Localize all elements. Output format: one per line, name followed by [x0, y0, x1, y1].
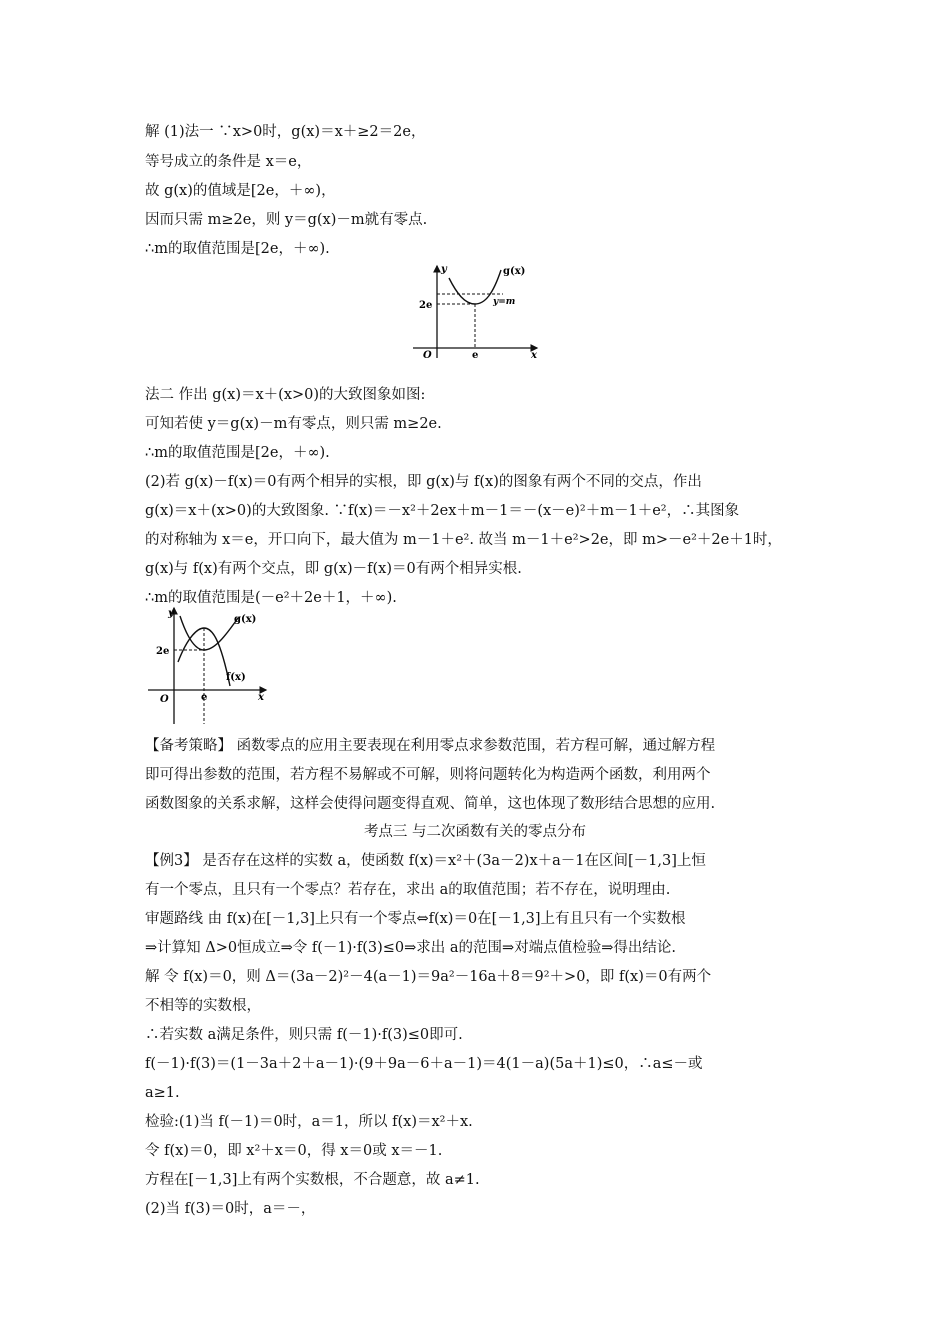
solve-line-2: 不相等的实数根，	[145, 998, 261, 1014]
check-line-4: (2)当 f(3)＝0时，a＝－，	[145, 1201, 316, 1217]
curve-label: g(x)	[503, 266, 526, 277]
part2-line-3: 的对称轴为 x＝e，开口向下，最大值为 m－1＋e². 故当 m－1＋e²>2e，即 m>－e²＋2e＋1时，	[145, 532, 782, 548]
x-tick-label: e	[201, 692, 208, 703]
method2-line-1: 法二 作出 g(x)＝x＋(x>0)的大致图象如图:	[145, 387, 426, 403]
part2-line-1: (2)若 g(x)－f(x)＝0有两个相异的实根，即 g(x)与 f(x)的图象有两个不同的交点，作出	[145, 474, 702, 490]
check-line-3: 方程在[－1,3]上有两个实数根，不合题意，故 a≠1.	[145, 1172, 480, 1188]
solution-line-4: 因而只需 m≥2e，则 y＝g(x)－m就有零点.	[145, 212, 428, 228]
g-curve	[180, 616, 238, 650]
section-title: 考点三 与二次函数有关的零点分布	[363, 824, 587, 840]
x-tick-label: e	[472, 350, 479, 361]
check-line-2: 令 f(x)＝0，即 x²＋x＝0，得 x＝0或 x＝－1.	[145, 1143, 443, 1159]
part2-line-5: ∴m的取值范围是(－e²＋2e＋1，＋∞).	[145, 590, 397, 606]
solution-line-2: 等号成立的条件是 x＝e，	[145, 154, 312, 170]
example-line-2: 有一个零点，且只有一个零点？若存在，求出 a的取值范围；若不存在，说明理由.	[145, 882, 671, 898]
method2-line-3: ∴m的取值范围是[2e，＋∞).	[145, 445, 330, 461]
x-axis-label: x	[531, 350, 537, 361]
figure-g-and-f	[142, 604, 272, 728]
route-line-1: 审题路线 由 f(x)在[－1,3]上只有一个零点⇔f(x)＝0在[－1,3]上有且只有一个实数根	[145, 911, 686, 927]
solve-line-5: a≥1.	[145, 1085, 180, 1101]
x-axis-label: x	[258, 692, 264, 703]
solution-line-1: 解 (1)法一 ∵x>0时，g(x)＝x＋≥2＝2e，	[145, 124, 426, 140]
origin-label: O	[423, 350, 432, 361]
strategy-line-1: 【备考策略】 函数零点的应用主要表现在利用零点求参数范围，若方程可解，通过解方程	[145, 738, 716, 754]
origin-label: O	[160, 694, 169, 705]
y-axis-label: y	[441, 264, 447, 275]
solve-line-4: f(－1)·f(3)＝(1－3a＋2＋a－1)·(9＋9a－6＋a－1)＝4(1－a)(5a＋1)≤0，∴a≤－或	[145, 1056, 703, 1072]
y-tick-label: 2e	[156, 646, 170, 657]
f-label: f(x)	[226, 672, 246, 683]
solve-line-1: 解 令 f(x)＝0，则 Δ＝(3a－2)²－4(a－1)＝9a²－16a＋8＝9²＋>0，即 f(x)＝0有两个	[145, 969, 712, 985]
solve-line-3: ∴若实数 a满足条件，则只需 f(－1)·f(3)≤0即可.	[145, 1027, 463, 1043]
y-tick-label: 2e	[419, 300, 433, 311]
solution-line-5: ∴m的取值范围是[2e，＋∞).	[145, 241, 330, 257]
solution-line-3: 故 g(x)的值域是[2e，＋∞)，	[145, 183, 336, 199]
part2-line-2: g(x)＝x＋(x>0)的大致图象. ∵f(x)＝－x²＋2ex＋m－1＝－(x－e)²＋m－1＋e²，∴其图象	[145, 503, 740, 519]
part2-line-4: g(x)与 f(x)有两个交点，即 g(x)－f(x)＝0有两个相异实根.	[145, 561, 522, 577]
method2-line-2: 可知若使 y＝g(x)－m有零点，则只需 m≥2e.	[145, 416, 442, 432]
f-curve	[178, 628, 230, 686]
check-line-1: 检验:(1)当 f(－1)＝0时，a＝1，所以 f(x)＝x²＋x.	[145, 1114, 473, 1130]
example-line-1: 【例3】 是否存在这样的实数 a，使函数 f(x)＝x²＋(3a－2)x＋a－1在区间[－1,3]上恒	[145, 853, 706, 869]
y-axis-label: y	[168, 608, 174, 619]
figure-g-with-line	[405, 260, 545, 362]
line-label: y=m	[493, 297, 516, 307]
strategy-line-2: 即可得出参数的范围，若方程不易解或不可解，则将问题转化为构造两个函数，利用两个	[145, 767, 711, 783]
route-line-2: ⇒计算知 Δ>0恒成立⇒令 f(－1)·f(3)≤0⇒求出 a的范围⇒对端点值检验⇒得出结论.	[145, 940, 676, 956]
strategy-line-3: 函数图象的关系求解，这样会使得问题变得直观、简单，这也体现了数形结合思想的应用.	[145, 796, 716, 812]
g-label: g(x)	[234, 614, 257, 625]
